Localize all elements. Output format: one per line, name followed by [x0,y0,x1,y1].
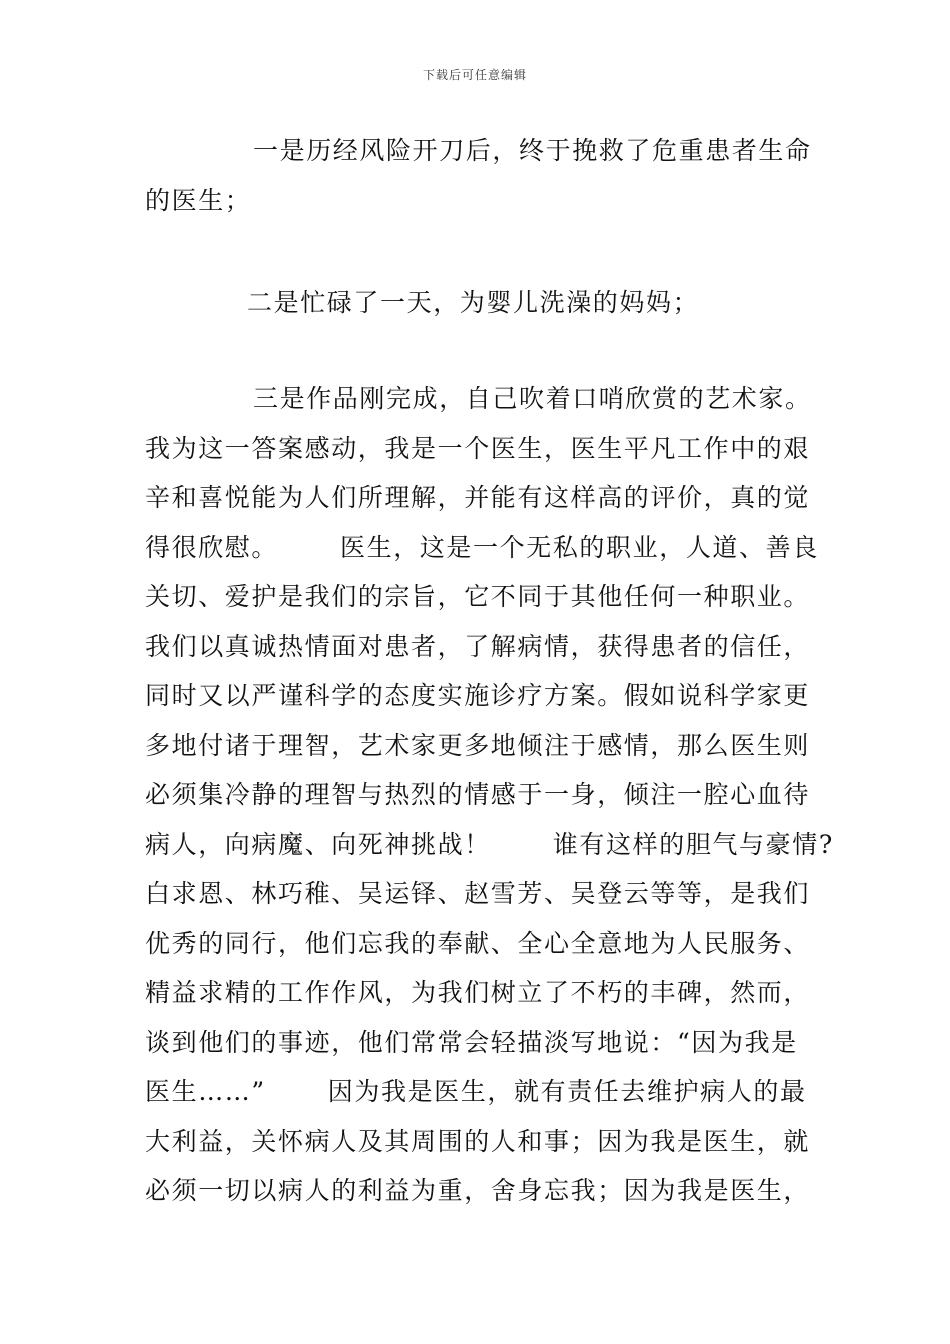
text-segment: 医生，这是一个无私的职业，人道、善良 [340,532,819,562]
text-segment: 谁有这样的胆气与豪情? [552,829,834,859]
text-line: 我为这一答案感动，我是一个医生，医生平凡工作中的艰 [145,433,811,463]
text-line: 多地付诸于理智，艺术家更多地倾注于感情，那么医生则 [145,730,811,760]
paragraph-2 [145,278,810,328]
text-line: 优秀的同行，他们忘我的奉献、全心全意地为人民服务、 [145,928,811,958]
text-segment: 得很欣慰。 [145,532,279,562]
text-segment: 因为我是医生，就有责任去维护病人的最 [327,1077,807,1106]
text-line: 辛和喜悦能为人们所理解，并能有这样高的评价，真的觉 [145,483,811,512]
text-line: 同时又以严谨科学的态度实施诊疗方案。假如说科学家更 [145,681,811,710]
text-segment: 病人，向病魔、向死神挑战！ [145,829,491,859]
text-line: 我们以真诚热情面对患者，了解病情，获得患者的信任， [145,631,811,661]
text-line [145,523,819,573]
paragraph-3 [145,374,834,1216]
text-line: 必须一切以病人的利益为重，舍身忘我；因为我是医生， [145,1176,811,1205]
text-line: 精益求精的工作作风，为我们树立了不朽的丰碑，然而， [145,978,811,1007]
text-line: 关切、爱护是我们的宗旨，它不同于其他任何一种职业。 [145,582,811,611]
text-line: 一是历经风险开刀后，终于挽救了危重患者生命 [253,136,812,165]
text-line: 必须集冷静的理智与热烈的情感于一身，倾注一腔心血待 [145,780,811,809]
text-line: 三是作品刚完成，自己吹着口哨欣赏的艺术家。 [253,384,812,413]
text-line: 谈到他们的事迹，他们常常会轻描淡写地说：“因为我是 [145,1027,798,1057]
text-line: 白求恩、林巧稚、吴运铎、赵雪芳、吴登云等等，是我们 [145,879,811,908]
text-line [145,820,834,870]
text-line: 二是忙碌了一天，为婴儿洗澡的妈妈； [247,288,700,317]
text-line: 大利益，关怀病人及其周围的人和事；因为我是医生，就 [145,1126,811,1156]
text-line: 的医生； [145,185,252,215]
paragraph-1 [145,126,810,225]
text-line [145,1067,810,1117]
text-segment: 医生……” [145,1077,266,1106]
header-note: 下载后可任意编辑 [422,68,527,82]
